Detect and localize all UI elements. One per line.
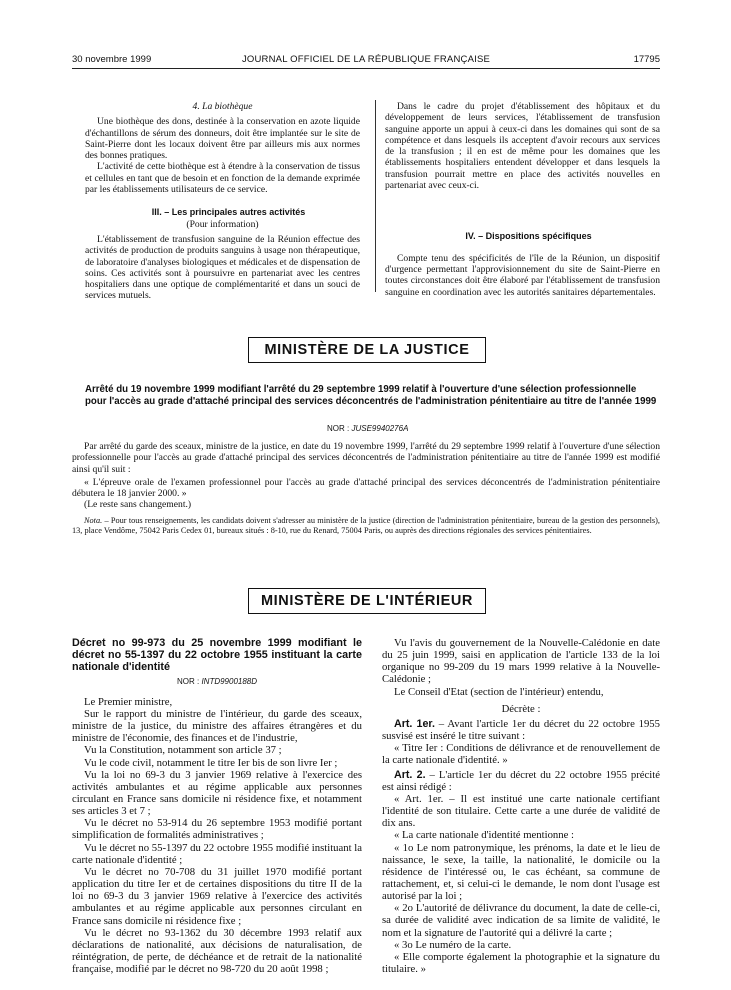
article-2 [382, 769, 660, 793]
note-label: Nota. [84, 516, 103, 525]
article-2-quote-4: « 2o L'autorité de délivrance du document, la date de celle-ci, sa durée de validité avec indication de sa limite de validité, le nom et la signature de l'autorité qui a délivré la carte ; [382, 902, 660, 939]
article-1 [382, 718, 660, 742]
header-journal-title: JOURNAL OFFICIEL DE LA RÉPUBLIQUE FRANÇAISE [241, 54, 491, 65]
header-date: 30 novembre 1999 [72, 54, 152, 65]
article-1-text: – Avant l'article 1er du décret du 22 octobre 1955 susvisé est inséré le titre suivant : [382, 717, 660, 743]
visa-4: Vu la loi no 69-3 du 3 janvier 1969 relative à l'exercice des activités ambulantes et au régime applicable aux personnes circulant en France sans domicile ni résidence fixe, et notamment ses articles 3 et 7 ; [72, 768, 362, 818]
arrete-body [72, 441, 660, 511]
decret-title: Décret no 99-973 du 25 novembre 1999 modifiant le décret no 55-1397 du 22 octobre 1955 instituant la carte nationale d'identité [72, 637, 362, 674]
header-rule [72, 68, 660, 69]
running-header [72, 54, 660, 68]
arrete-nor-label: NOR : [327, 424, 350, 433]
biotheque-paragraph-1: Une biothèque des dons, destinée à la conservation en azote liquide d'échantillons de sérum des donneurs, doit être implantée sur le site de Saint-Pierre dont les locaux doivent être par ailleurs mis aux normes des bonnes pratiques. [85, 116, 360, 162]
visa-nouvelle-caledonie: Vu l'avis du gouvernement de la Nouvelle-Calédonie en date du 25 juin 1999, saisi en application de l'article 133 de la loi organique no 99-209 du 19 mars 1999 relative à la Nouvelle-Calédonie ; [382, 637, 660, 686]
article-2-label: Art. 2. [394, 768, 426, 781]
visa-5: Vu le décret no 53-914 du 26 septembre 1953 modifié portant simplification de formalités administratives ; [72, 817, 362, 842]
arrete-nor-code: JUSE9940276A [351, 424, 409, 433]
top-right-column [385, 101, 660, 298]
decret-nor-label: NOR : [176, 676, 200, 686]
section-3-paragraph: L'établissement de transfusion sanguine de la Réunion effectue des activités de production de produits sanguins à usage non thérapeutique, de laboratoire d'analyses biologiques et médicales et de dispensation de soins. Ces activités sont à poursuivre en partenariat avec les centres hospitaliers dans une optique de complémentarité et dans un souci de services mutuels. [85, 233, 360, 302]
ministry-interieur-banner: MINISTÈRE DE L'INTÉRIEUR [248, 588, 486, 614]
arrete-nor [327, 424, 408, 433]
section-4-paragraph: Compte tenu des spécificités de l'île de la Réunion, un dispositif d'urgence permettant l'approvisionnement du site de Saint-Pierre en toutes circonstances doit être élaboré par l'établissement de transfusion sanguine en coordination avec les autorités sanitaires départementales. [385, 252, 660, 298]
article-2-quote-5: « 3o Le numéro de la carte. [394, 938, 512, 951]
article-1-quote: « Titre Ier : Conditions de délivrance et de renouvellement de la carte nationale d'identité. » [382, 742, 660, 767]
visa-6: Vu le décret no 55-1397 du 22 octobre 1955 modifié instituant la carte nationale d'identité ; [72, 841, 362, 866]
decrete: Décrète : [501, 702, 541, 715]
visa-3: Vu le code civil, notamment le titre Ier bis de son livre Ier ; [84, 756, 338, 769]
arrete-title: Arrêté du 19 novembre 1999 modifiant l'arrêté du 29 septembre 1999 relatif à l'ouverture d'une sélection professionnelle pour l'accès au grade d'attaché principal des services déconcentrés de l'administration pénitentiaire au titre de l'année 1999 [85, 384, 657, 407]
hospital-paragraph: Dans le cadre du projet d'établissement des hôpitaux et du développement de leurs services, l'établissement de transfusion sanguine apporte un appui à ceux-ci dans les domaines qui sont de sa compétence et dans lesquels ils acceptent d'avoir recours aux services de la transfusion ; il en est de même pour les domaines que les établissements hospitaliers entendent développer et dans lesquels la transfusion pourrait mettre en place des activités nouvelles en partenariat avec ceux-ci. [385, 101, 660, 192]
decret-right-column [382, 637, 660, 975]
section-3-title: III. – Les principales autres activités [151, 207, 306, 218]
arrete-paragraph-1: Par arrêté du garde des sceaux, ministre de la justice, en date du 19 novembre 1999, l'arrêté du 29 septembre 1999 relatif à l'ouverture d'une sélection professionnelle pour l'accès au grade d'attaché principal des services déconcentrés de l'administration pénitentiaire au titre de l'année 1999 est modifié ainsi qu'il suit : [72, 441, 660, 475]
article-1-label: Art. 1er. [394, 717, 435, 730]
visa-7: Vu le décret no 70-708 du 31 juillet 1970 modifié portant application du titre Ier et de certaines dispositions du titre II de la loi no 69-3 du 3 janvier 1969 relative à l'exercice des activités ambulantes et au régime applicable aux personnes circulant en France sans domicile ni résidence fixe ; [72, 865, 362, 927]
arrete-paragraph-2: « L'épreuve orale de l'examen professionnel pour l'accès au grade d'attaché principal des services déconcentrés de l'administration pénitentiaire débutera le 18 janvier 2000. » [72, 476, 660, 500]
decret-left-column [72, 637, 362, 975]
biotheque-title: 4. La biothèque [192, 101, 253, 112]
article-2-quote-3: « 1o Le nom patronymique, les prénoms, la date et le lieu de naissance, le sexe, la taille, la nationalité, le domicile ou la résidence de l'intéressé ou, le cas échéant, sa commune de rattachement, et, si celui-ci le demande, le nom dont l'usage est autorisé par la loi ; [382, 841, 660, 903]
section-4-title: IV. – Dispositions spécifiques [465, 231, 592, 242]
visa-2: Vu la Constitution, notamment son article 37 ; [84, 744, 282, 757]
arrete-note [72, 516, 660, 537]
header-page-number: 17795 [633, 54, 660, 65]
article-2-text: – L'article 1er du décret du 22 octobre 1955 précité est ainsi rédigé : [382, 768, 660, 793]
conseil-etat: Le Conseil d'Etat (section de l'intérieur) entendu, [394, 685, 604, 698]
note-text: – Pour tous renseignements, les candidats doivent s'adresser au ministère de la justice (direction de l'administration pénitentiaire, bureau de la gestion des personnels), 13, place Vendôme, 75042 Paris Cedex 01, bureaux situés : 8-10, rue du Renard, 75004 Paris, ou auprès des directions régionales des services pénitentiaires. [72, 516, 660, 536]
decret-nor [72, 676, 362, 688]
top-left-column [85, 101, 360, 302]
ministry-justice-banner: MINISTÈRE DE LA JUSTICE [248, 337, 486, 363]
article-2-quote-2: « La carte nationale d'identité mentionne : [394, 829, 574, 842]
visa-8: Vu le décret no 93-1362 du 30 décembre 1993 relatif aux déclarations de nationalité, aux décisions de naturalisation, de réintégration, de perte, de déchéance et de retrait de la nationalité française, modifié par le décret no 98-720 du 20 août 1998 ; [72, 926, 362, 976]
visa-1: Sur le rapport du ministre de l'intérieur, du garde des sceaux, ministre de la justice, du ministre des affaires étrangères et du ministre de l'économie, des finances et de l'industrie, [72, 707, 362, 745]
article-2-quote-6: « Elle comporte également la photographie et la signature du titulaire. » [382, 950, 660, 976]
visa-0: Le Premier ministre, [84, 695, 173, 708]
article-2-quote-1: « Art. 1er. – Il est institué une carte nationale certifiant l'identité de son titulaire. Cette carte a une durée de validité de dix ans. [382, 792, 660, 830]
arrete-paragraph-3: (Le reste sans changement.) [84, 499, 192, 511]
column-divider [375, 100, 376, 292]
decret-nor-code: INTD9900188D [201, 676, 258, 686]
biotheque-paragraph-2: L'activité de cette biothèque est à étendre à la conservation de tissus et cellules en tant que de besoin et en fonction de la demande exprimée par les établissements utilisateurs de ce service. [85, 161, 360, 196]
section-3-subtitle: (Pour information) [186, 218, 259, 230]
